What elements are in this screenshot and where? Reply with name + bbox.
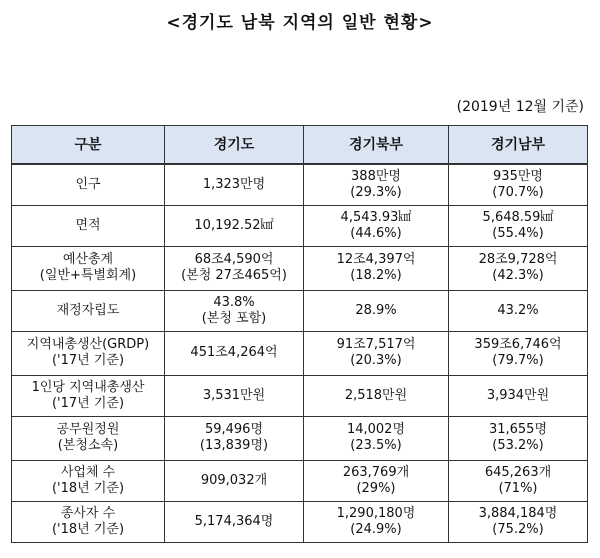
- table-row: [12, 416, 588, 460]
- cell-gyeonggi-line: 1,323만명: [202, 176, 266, 192]
- table-row: [12, 164, 588, 205]
- cell-south-line: (79.7%): [492, 353, 544, 368]
- cell-south: [449, 205, 588, 246]
- cell-south-line: 3,934만원: [486, 387, 550, 403]
- cell-north-line: 2,518만원: [344, 387, 408, 403]
- cell-gyeonggi-line: 3,531만원: [202, 387, 266, 403]
- row-label: [12, 205, 165, 246]
- row-label-line: ('18년 기준): [51, 480, 125, 496]
- cell-north: [304, 501, 449, 542]
- row-label: [12, 164, 165, 205]
- cell-south-line: (53.2%): [492, 438, 544, 453]
- cell-north-line: 12조4,397억: [336, 252, 416, 267]
- cell-gyeonggi: [165, 290, 304, 331]
- table-header-row: [12, 126, 588, 165]
- cell-south-line: 43.2%: [497, 302, 539, 318]
- row-label-line: 면적: [75, 217, 101, 233]
- cell-south: [449, 246, 588, 290]
- row-label-line: (본청소속): [57, 438, 119, 453]
- cell-gyeonggi-line: (13,839명): [199, 438, 269, 453]
- cell-gyeonggi: [165, 205, 304, 246]
- reference-date-note: (2019년 12월 기준): [456, 99, 584, 115]
- row-label-line: 예산총계: [62, 252, 114, 267]
- cell-north: [304, 164, 449, 205]
- cell-gyeonggi-line: 10,192.52㎢: [194, 217, 274, 233]
- table-row: [12, 246, 588, 290]
- cell-south-line: 31,655명: [488, 422, 548, 437]
- row-label-line: (일반+특별회계): [39, 268, 137, 283]
- cell-gyeonggi-line: 5,174,364명: [194, 513, 274, 529]
- regional-status-table: [11, 125, 588, 543]
- row-label-line: ('17년 기준): [51, 395, 125, 411]
- header-gyeonggi: 경기도: [165, 126, 304, 165]
- cell-south-line: 28조9,728억: [478, 252, 558, 267]
- cell-gyeonggi: [165, 460, 304, 501]
- cell-south: [449, 375, 588, 416]
- row-label-line: ('18년 기준): [51, 521, 125, 537]
- cell-north: [304, 416, 449, 460]
- cell-gyeonggi: [165, 501, 304, 542]
- row-label: [12, 460, 165, 501]
- cell-south: [449, 501, 588, 542]
- row-label: [12, 331, 165, 375]
- cell-gyeonggi: [165, 164, 304, 205]
- cell-south: [449, 164, 588, 205]
- row-label-line: 인구: [75, 176, 101, 192]
- cell-gyeonggi: [165, 416, 304, 460]
- cell-south-line: 3,884,184명: [478, 505, 558, 521]
- row-label: [12, 416, 165, 460]
- cell-south: [449, 331, 588, 375]
- cell-gyeonggi-line: 59,496명: [204, 422, 264, 437]
- cell-gyeonggi-line: 68조4,590억: [194, 252, 274, 267]
- cell-north: [304, 331, 449, 375]
- cell-north-line: (29%): [356, 480, 396, 496]
- cell-north: [304, 205, 449, 246]
- row-label-line: 지역내총생산(GRDP): [26, 337, 150, 352]
- cell-gyeonggi-line: (본청 27조465억): [181, 268, 287, 283]
- cell-gyeonggi: [165, 246, 304, 290]
- cell-south: [449, 290, 588, 331]
- cell-gyeonggi-line: 909,032개: [200, 472, 268, 488]
- row-label-line: 사업체 수: [60, 464, 116, 480]
- cell-north: [304, 290, 449, 331]
- cell-south-line: (42.3%): [492, 268, 544, 283]
- cell-north-line: (44.6%): [350, 225, 402, 241]
- cell-south-line: 5,648.59㎢: [482, 209, 554, 225]
- cell-north-line: (23.5%): [350, 438, 402, 453]
- cell-north-line: (24.9%): [350, 521, 402, 537]
- row-label: [12, 501, 165, 542]
- document-title: <경기도 남북 지역의 일반 현황>: [166, 13, 434, 33]
- header-north: 경기북부: [304, 126, 449, 165]
- cell-gyeonggi-line: 43.8%: [213, 294, 255, 310]
- cell-north: [304, 375, 449, 416]
- table-row: [12, 501, 588, 542]
- cell-south-line: (55.4%): [492, 225, 544, 241]
- row-label-line: 1인당 지역내총생산: [31, 379, 145, 395]
- cell-south-line: (71%): [498, 480, 538, 496]
- header-south: 경기남부: [449, 126, 588, 165]
- header-category: 구분: [12, 126, 165, 165]
- cell-south-line: 935만명: [493, 168, 543, 184]
- row-label-line: 공무원정원: [56, 422, 120, 437]
- cell-north-line: 4,543.93㎢: [340, 209, 412, 225]
- table-row: [12, 331, 588, 375]
- row-label-line: ('17년 기준): [51, 353, 125, 368]
- row-label: [12, 246, 165, 290]
- cell-south: [449, 416, 588, 460]
- cell-north-line: 14,002명: [346, 422, 406, 437]
- cell-north: [304, 460, 449, 501]
- row-label-line: 재정자립도: [56, 302, 120, 318]
- cell-gyeonggi: [165, 331, 304, 375]
- cell-south-line: 645,263개: [484, 464, 552, 480]
- cell-north: [304, 246, 449, 290]
- row-label-line: 종사자 수: [60, 505, 116, 521]
- cell-north-line: 1,290,180명: [336, 505, 416, 521]
- cell-north-line: (18.2%): [350, 268, 402, 283]
- cell-gyeonggi-line: 451조4,264억: [190, 345, 278, 360]
- cell-north-line: 91조7,517억: [336, 337, 416, 352]
- cell-north-line: 263,769개: [342, 464, 410, 480]
- cell-north-line: 28.9%: [355, 302, 397, 318]
- table-row: [12, 205, 588, 246]
- cell-north-line: 388만명: [351, 168, 401, 184]
- table-row: [12, 460, 588, 501]
- cell-south-line: (70.7%): [492, 184, 544, 200]
- cell-south-line: 359조6,746억: [474, 337, 562, 352]
- row-label: [12, 290, 165, 331]
- cell-north-line: (29.3%): [350, 184, 402, 200]
- cell-south-line: (75.2%): [492, 521, 544, 537]
- cell-north-line: (20.3%): [350, 353, 402, 368]
- table-row: [12, 375, 588, 416]
- table-row: [12, 290, 588, 331]
- cell-gyeonggi-line: (본청 포함): [201, 310, 267, 326]
- cell-gyeonggi: [165, 375, 304, 416]
- cell-south: [449, 460, 588, 501]
- row-label: [12, 375, 165, 416]
- table-body: [12, 164, 588, 542]
